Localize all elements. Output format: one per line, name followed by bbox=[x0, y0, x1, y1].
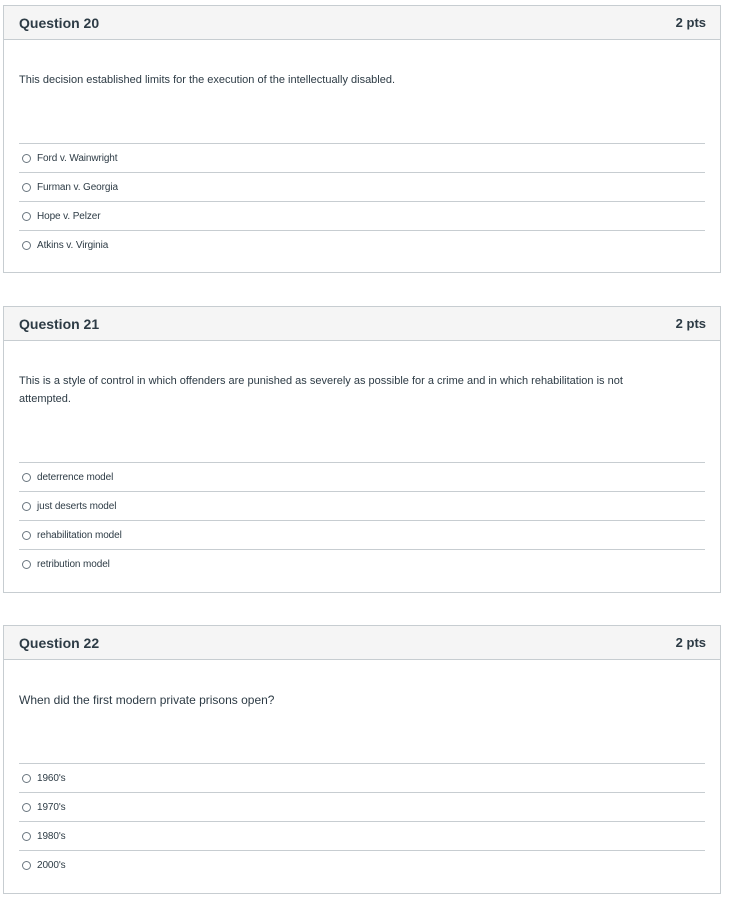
question-20 bbox=[3, 5, 721, 273]
answer-list bbox=[19, 763, 705, 879]
answer-option[interactable] bbox=[19, 763, 705, 792]
answer-label: just deserts model bbox=[37, 500, 117, 512]
answer-label: Atkins v. Virginia bbox=[37, 239, 109, 251]
answer-option[interactable] bbox=[19, 462, 705, 491]
question-title: Question 21 bbox=[19, 315, 100, 332]
question-21 bbox=[3, 306, 721, 593]
answer-option[interactable] bbox=[19, 520, 705, 549]
question-22 bbox=[3, 625, 721, 894]
answer-label: 1980's bbox=[37, 830, 66, 842]
answer-label: 1970's bbox=[37, 801, 66, 813]
answer-list bbox=[19, 143, 705, 259]
radio-button[interactable] bbox=[22, 154, 31, 163]
question-text: When did the first modern private prisons open? bbox=[19, 693, 275, 707]
question-header bbox=[4, 307, 720, 341]
radio-button[interactable] bbox=[22, 531, 31, 540]
answer-option[interactable] bbox=[19, 491, 705, 520]
answer-label: 1960's bbox=[37, 772, 66, 784]
answer-option[interactable] bbox=[19, 549, 705, 578]
question-body bbox=[4, 40, 720, 89]
question-points: 2 pts bbox=[675, 635, 706, 650]
answer-option[interactable] bbox=[19, 792, 705, 821]
question-header bbox=[4, 6, 720, 40]
question-body bbox=[4, 660, 720, 709]
answer-list bbox=[19, 462, 705, 578]
question-title: Question 20 bbox=[19, 14, 100, 31]
question-header bbox=[4, 626, 720, 660]
answer-label: 2000's bbox=[37, 859, 66, 871]
radio-button[interactable] bbox=[22, 774, 31, 783]
question-title: Question 22 bbox=[19, 634, 100, 651]
answer-option[interactable] bbox=[19, 143, 705, 172]
radio-button[interactable] bbox=[22, 241, 31, 250]
radio-button[interactable] bbox=[22, 502, 31, 511]
answer-option[interactable] bbox=[19, 850, 705, 879]
answer-option[interactable] bbox=[19, 821, 705, 850]
radio-button[interactable] bbox=[22, 560, 31, 569]
radio-button[interactable] bbox=[22, 473, 31, 482]
answer-label: rehabilitation model bbox=[37, 529, 122, 541]
answer-option[interactable] bbox=[19, 201, 705, 230]
answer-label: deterrence model bbox=[37, 471, 114, 483]
question-text: This decision established limits for the execution of the intellectually disabled. bbox=[19, 74, 396, 86]
radio-button[interactable] bbox=[22, 803, 31, 812]
answer-option[interactable] bbox=[19, 172, 705, 201]
question-points: 2 pts bbox=[675, 15, 706, 30]
question-body bbox=[4, 341, 720, 408]
radio-button[interactable] bbox=[22, 861, 31, 870]
radio-button[interactable] bbox=[22, 832, 31, 841]
answer-label: Ford v. Wainwright bbox=[37, 152, 118, 164]
answer-label: retribution model bbox=[37, 558, 110, 570]
question-points: 2 pts bbox=[675, 316, 706, 331]
radio-button[interactable] bbox=[22, 183, 31, 192]
answer-label: Hope v. Pelzer bbox=[37, 210, 101, 222]
answer-label: Furman v. Georgia bbox=[37, 181, 118, 193]
answer-option[interactable] bbox=[19, 230, 705, 259]
radio-button[interactable] bbox=[22, 212, 31, 221]
question-text: This is a style of control in which offenders are punished as severely as possible for a crime and in which rehabilitation is not attempted. bbox=[19, 375, 623, 405]
